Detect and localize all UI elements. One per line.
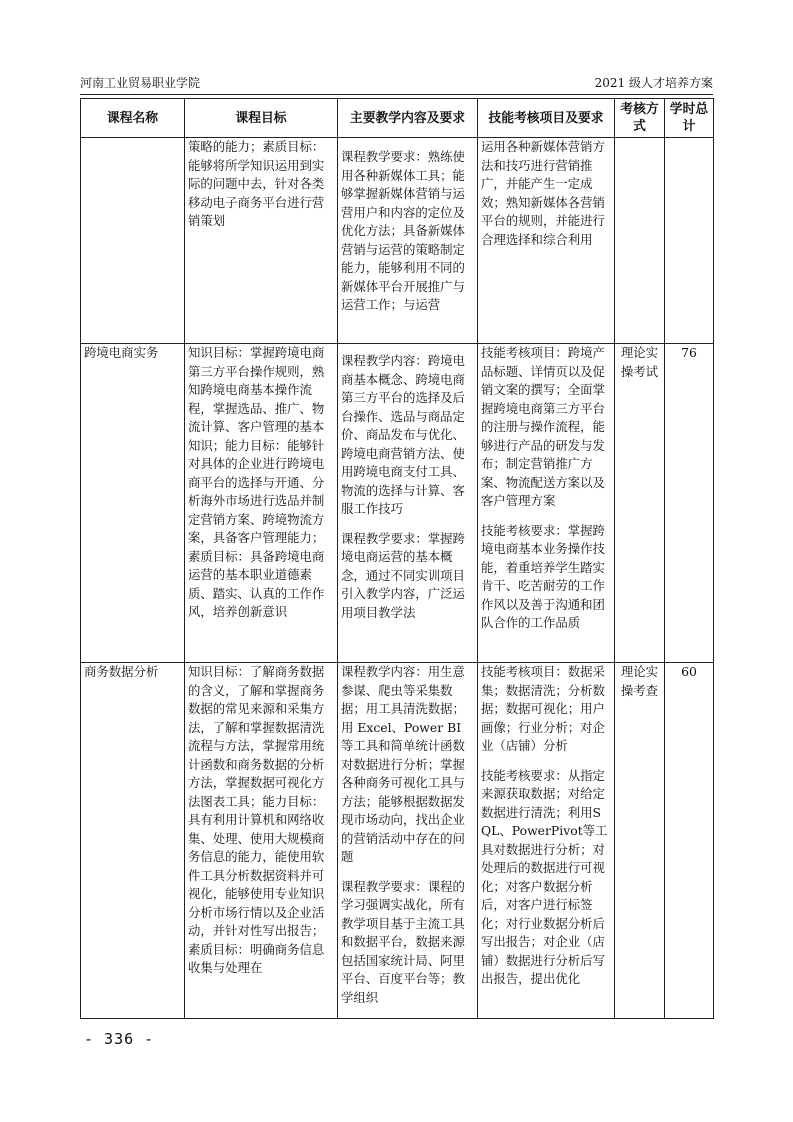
skill-project: 运用各种新媒体营销方法和技巧进行营销推广，并能产生一定成效；熟知新媒体各营销平台的规则，并能进行合理选择和综合利用 (481, 139, 605, 247)
teaching-content (338, 344, 478, 663)
assessment-method (615, 138, 665, 344)
course-name: 商务数据分析 (81, 663, 185, 1019)
curriculum-table (80, 98, 714, 1019)
course-goal: 知识目标：掌握跨境电商第三方平台操作规则，熟知跨境电商基本操作流程，掌握选品、推广、物流计算、客户管理的基本知识；能力目标：能够针对具体的企业进行跨境电商平台的选择与开通、分析海外市场进行选品并制定营销方案、跨境物流方案，具备客户管理能力；素质目标：具备跨境电商运营的基本职业道德素质、踏实、认真的工作作风，培养创新意识 (185, 344, 338, 663)
col-teaching-content: 主要教学内容及要求 (338, 99, 478, 138)
teaching-requirements: 课程教学要求：课程的学习强调实战化，所有教学项目基于主流工具和数据平台，数据来源包括国家统计局、阿里平台、百度平台等；教学组织 (341, 878, 465, 1005)
teaching-content (338, 138, 478, 344)
teaching-requirements: 课程教学要求：熟练使用各种新媒体工具；能够掌握新媒体营销与运营用户和内容的定位及优化方法；具备新媒体营销与运营的策略制定能力，能够利用不同的新媒体平台开展推广与运营工作；与运营 (341, 149, 465, 312)
page-number: - 336 - (84, 1030, 155, 1048)
teaching-content-text: 课程教学内容：用生意参谋、爬虫等采集数据；用工具清洗数据；用 Excel、Power BI 等工具和简单统计函数对数据进行分析；掌握各种商务可视化工具与方法；能够根据数据发现市场动向，找出企业的营销活动中存在的问题 (341, 664, 465, 864)
skill-requirements: 技能考核要求：从指定来源获取数据；对给定数据进行清洗；利用SQL、PowerPivot等工具对数据进行分析；对处理后的数据进行可视化；对客户数据分析后，对客户进行标签化；对行业数据分析后写出报告；对企业（店铺）数据进行分析后写出报告，提出优化 (481, 767, 608, 986)
skill-assessment (478, 138, 615, 344)
program-title: 2021 级人才培养方案 (594, 76, 713, 90)
course-name (81, 138, 185, 344)
skill-project: 技能考核项目：跨境产品标题、详情页以及促销文案的撰写；全面掌握跨境电商第三方平台的注册与操作流程，能够进行产品的研发与发布；制定营销推广方案、物流配送方案以及客户管理方案 (481, 345, 605, 508)
course-goal: 知识目标：了解商务数据的含义，了解和掌握商务数据的常见来源和采集方法，了解和掌握数据清洗流程与方法，掌握常用统计函数和商务数据的分析方法，掌握数据可视化方法图表工具；能力目标：具有利用计算机和网络收集、处理、使用大规模商务信息的能力，能使用软件工具分析数据资料并可视化，能够使用专业知识分析市场行情以及企业活动，并针对性写出报告；素质目标：明确商务信息收集与处理在 (185, 663, 338, 1019)
skill-assessment (478, 344, 615, 663)
total-hours: 76 (665, 344, 714, 663)
col-assessment-method: 考核方式 (615, 99, 665, 138)
col-skill-assessment: 技能考核项目及要求 (478, 99, 615, 138)
col-course-name: 课程名称 (81, 99, 185, 138)
assessment-method: 理论实操考试 (615, 344, 665, 663)
total-hours: 60 (665, 663, 714, 1019)
col-course-goal: 课程目标 (185, 99, 338, 138)
teaching-content-text: 课程教学内容：跨境电商基本概念、跨境电商第三方平台的选择及后台操作、选品与商品定价、商品发布与优化、跨境电商营销方法、使用跨境电商支付工具、物流的选择与计算、客服工作技巧 (341, 353, 465, 516)
table-row (81, 138, 714, 344)
table-row (81, 344, 714, 663)
teaching-requirements: 课程教学要求：掌握跨境电商运营的基本概念，通过不同实训项目引入教学内容，广泛运用项目教学法 (341, 530, 465, 620)
teaching-content (338, 663, 478, 1019)
page-header (80, 72, 713, 95)
course-name: 跨境电商实务 (81, 344, 185, 663)
school-name: 河南工业贸易职业学院 (80, 76, 201, 90)
table-header-row (81, 99, 714, 138)
skill-requirements: 技能考核要求：掌握跨境电商基本业务操作技能，着重培养学生踏实肯干、吃苦耐劳的工作作风以及善于沟通和团队合作的工作品质 (481, 522, 605, 630)
assessment-method: 理论实操考查 (615, 663, 665, 1019)
course-goal: 策略的能力；素质目标：能够将所学知识运用到实际的问题中去，针对各类移动电子商务平台进行营销策划 (185, 138, 338, 344)
table-row (81, 663, 714, 1019)
col-total-hours: 学时总计 (665, 99, 714, 138)
skill-assessment (478, 663, 615, 1019)
skill-project: 技能考核项目：数据采集；数据清洗；分析数据；数据可视化；用户画像；行业分析；对企业（店铺）分析 (481, 664, 605, 753)
total-hours (665, 138, 714, 344)
